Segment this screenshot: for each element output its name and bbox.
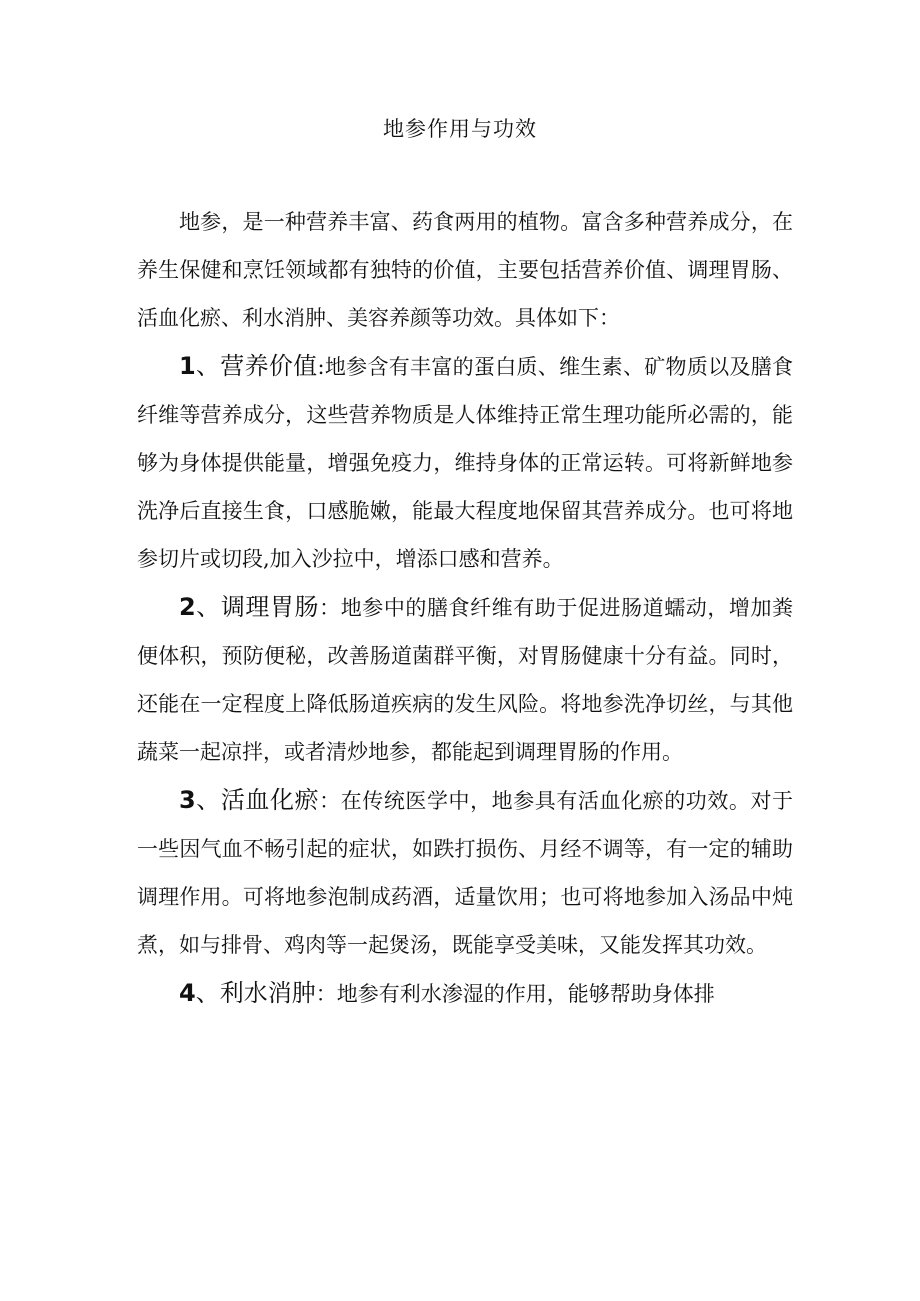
section-text: 地参含有丰富的蛋白质、维生素、矿物质以及膳食纤维等营养成分，这些营养物质是人体维持正常生理功能所必需的，能够为身体提供能量，增强免疫力，维持身体的正常运转。可将新鲜地参洗净后直接生食，口感脆嫩，能最大程度地保留其营养成分。也可将地参切片或切段,加入沙拉中，增添口感和营养。 [137,355,794,571]
section-number: 3 [179,786,196,814]
section-paragraph-4 [137,969,793,1018]
section-paragraph-2 [137,583,793,776]
section-heading: 活血化瘀 [220,786,320,814]
section-number: 2 [179,593,196,621]
section-text: 地参有利水渗湿的作用，能够帮助身体排 [336,982,715,1006]
section-separator: 、 [195,979,220,1007]
section-number: 4 [179,979,196,1007]
section-heading: 营养价值 [220,352,318,380]
section-paragraph-3 [137,776,793,969]
section-paragraph-1 [137,342,793,583]
section-colon: : [317,355,325,379]
section-heading: 利水消肿 [219,979,316,1007]
section-colon: ： [319,596,341,620]
section-text: 地参中的膳食纤维有助于促进肠道蠕动，增加粪便体积，预防便秘，改善肠道菌群平衡，对胃肠健康十分有益。同时，还能在一定程度上降低肠道疾病的发生风险。将地参洗净切丝，与其他蔬菜一起凉拌，或者清炒地参，都能起到调理胃肠的作用。 [137,596,794,764]
section-colon: ： [319,789,341,813]
section-heading: 调理胃肠 [220,593,320,621]
document-title: 地参作用与功效 [383,117,537,141]
intro-paragraph: 地参，是一种营养丰富、药食两用的植物。富含多种营养成分，在养生保健和烹饪领域都有独特的价值，主要包括营养价值、调理胃肠、活血化瘀、利水消肿、美容养颜等功效。具体如下： [137,210,793,330]
section-number: 1 [179,352,196,380]
section-colon: ： [315,982,337,1006]
section-separator: 、 [195,593,221,621]
document-body [137,198,793,1018]
section-separator: 、 [195,786,221,814]
section-text: 在传统医学中，地参具有活血化瘀的功效。对于一些因气血不畅引起的症状，如跌打损伤、月经不调等，有一定的辅助调理作用。可将地参泡制成药酒，适量饮用；也可将地参加入汤品中炖煮，如与排骨、鸡肉等一起煲汤，既能享受美味，又能发挥其功效。 [137,789,794,957]
section-separator: 、 [195,352,221,380]
